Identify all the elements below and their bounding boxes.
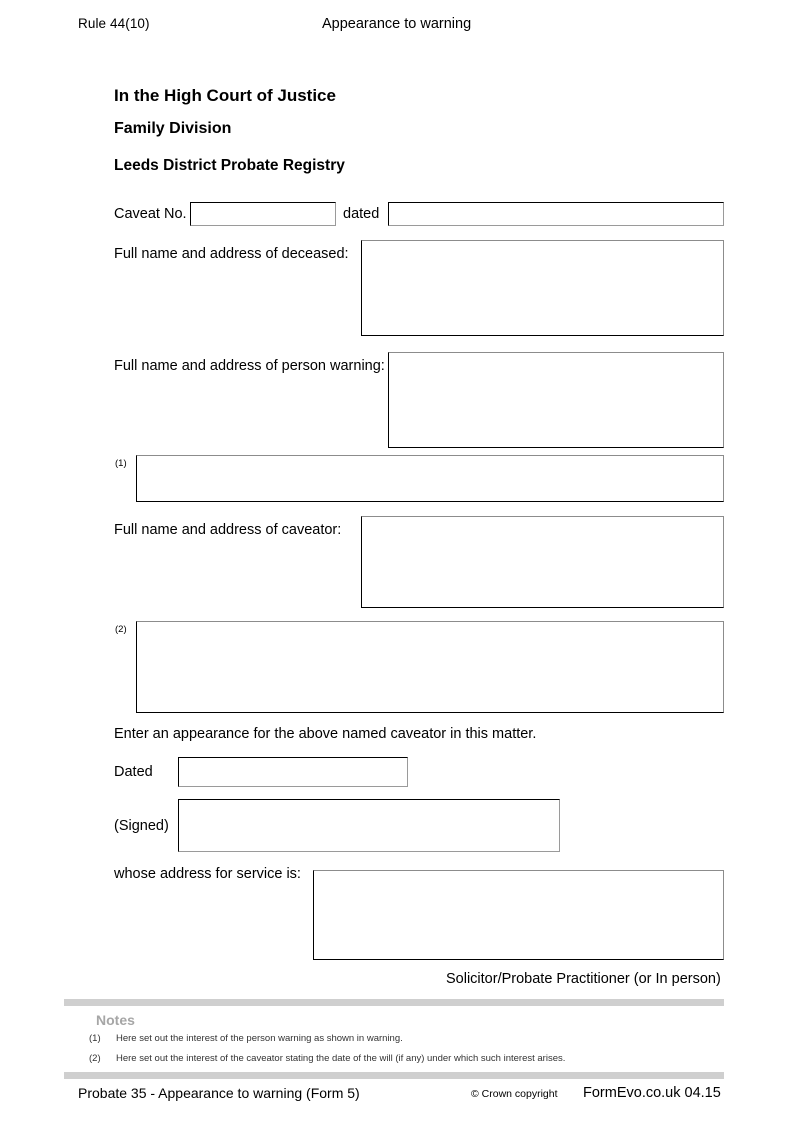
form-header-title: Appearance to warning (322, 16, 472, 32)
note-1-input[interactable] (136, 455, 724, 502)
dated-label: Dated (114, 764, 153, 780)
footer-copyright: © Crown copyright (471, 1088, 558, 1100)
notes-bottom-separator (64, 1072, 724, 1079)
note-reference-2: (2) (115, 624, 127, 635)
court-name: In the High Court of Justice (114, 86, 336, 105)
caveator-label: Full name and address of caveator: (114, 522, 342, 538)
note-reference-1: (1) (115, 458, 127, 469)
person-warning-input[interactable] (388, 352, 724, 448)
appearance-statement: Enter an appearance for the above named caveator in this matter. (114, 726, 537, 742)
address-for-service-input[interactable] (313, 870, 724, 960)
person-warning-label: Full name and address of person warning: (114, 358, 385, 374)
note-item-number: (1) (89, 1033, 101, 1044)
notes-top-separator (64, 999, 724, 1006)
note-2-input[interactable] (136, 621, 724, 713)
note-item-text: Here set out the interest of the caveator stating the date of the will (if any) under which such interest arises. (116, 1053, 566, 1064)
deceased-label: Full name and address of deceased: (114, 246, 349, 262)
practitioner-line: Solicitor/Probate Practitioner (or In person) (446, 971, 721, 987)
note-item-text: Here set out the interest of the person warning as shown in warning. (116, 1033, 403, 1044)
caveator-input[interactable] (361, 516, 724, 608)
deceased-input[interactable] (361, 240, 724, 336)
caveat-dated-label: dated (343, 206, 380, 222)
signed-input[interactable] (178, 799, 560, 852)
court-division: Family Division (114, 120, 232, 137)
note-item-number: (2) (89, 1053, 101, 1064)
rule-reference: Rule 44(10) (78, 16, 150, 31)
footer-brand: FormEvo.co.uk 04.15 (583, 1085, 721, 1101)
dated-input[interactable] (178, 757, 408, 787)
caveat-number-label: Caveat No. (114, 206, 187, 222)
caveat-dated-input[interactable] (388, 202, 724, 226)
signed-label: (Signed) (114, 818, 169, 834)
footer-form-name: Probate 35 - Appearance to warning (Form 5) (78, 1085, 360, 1101)
notes-heading: Notes (96, 1012, 135, 1028)
address-for-service-label: whose address for service is: (114, 866, 301, 882)
registry-name: Leeds District Probate Registry (114, 157, 345, 174)
caveat-number-input[interactable] (190, 202, 336, 226)
